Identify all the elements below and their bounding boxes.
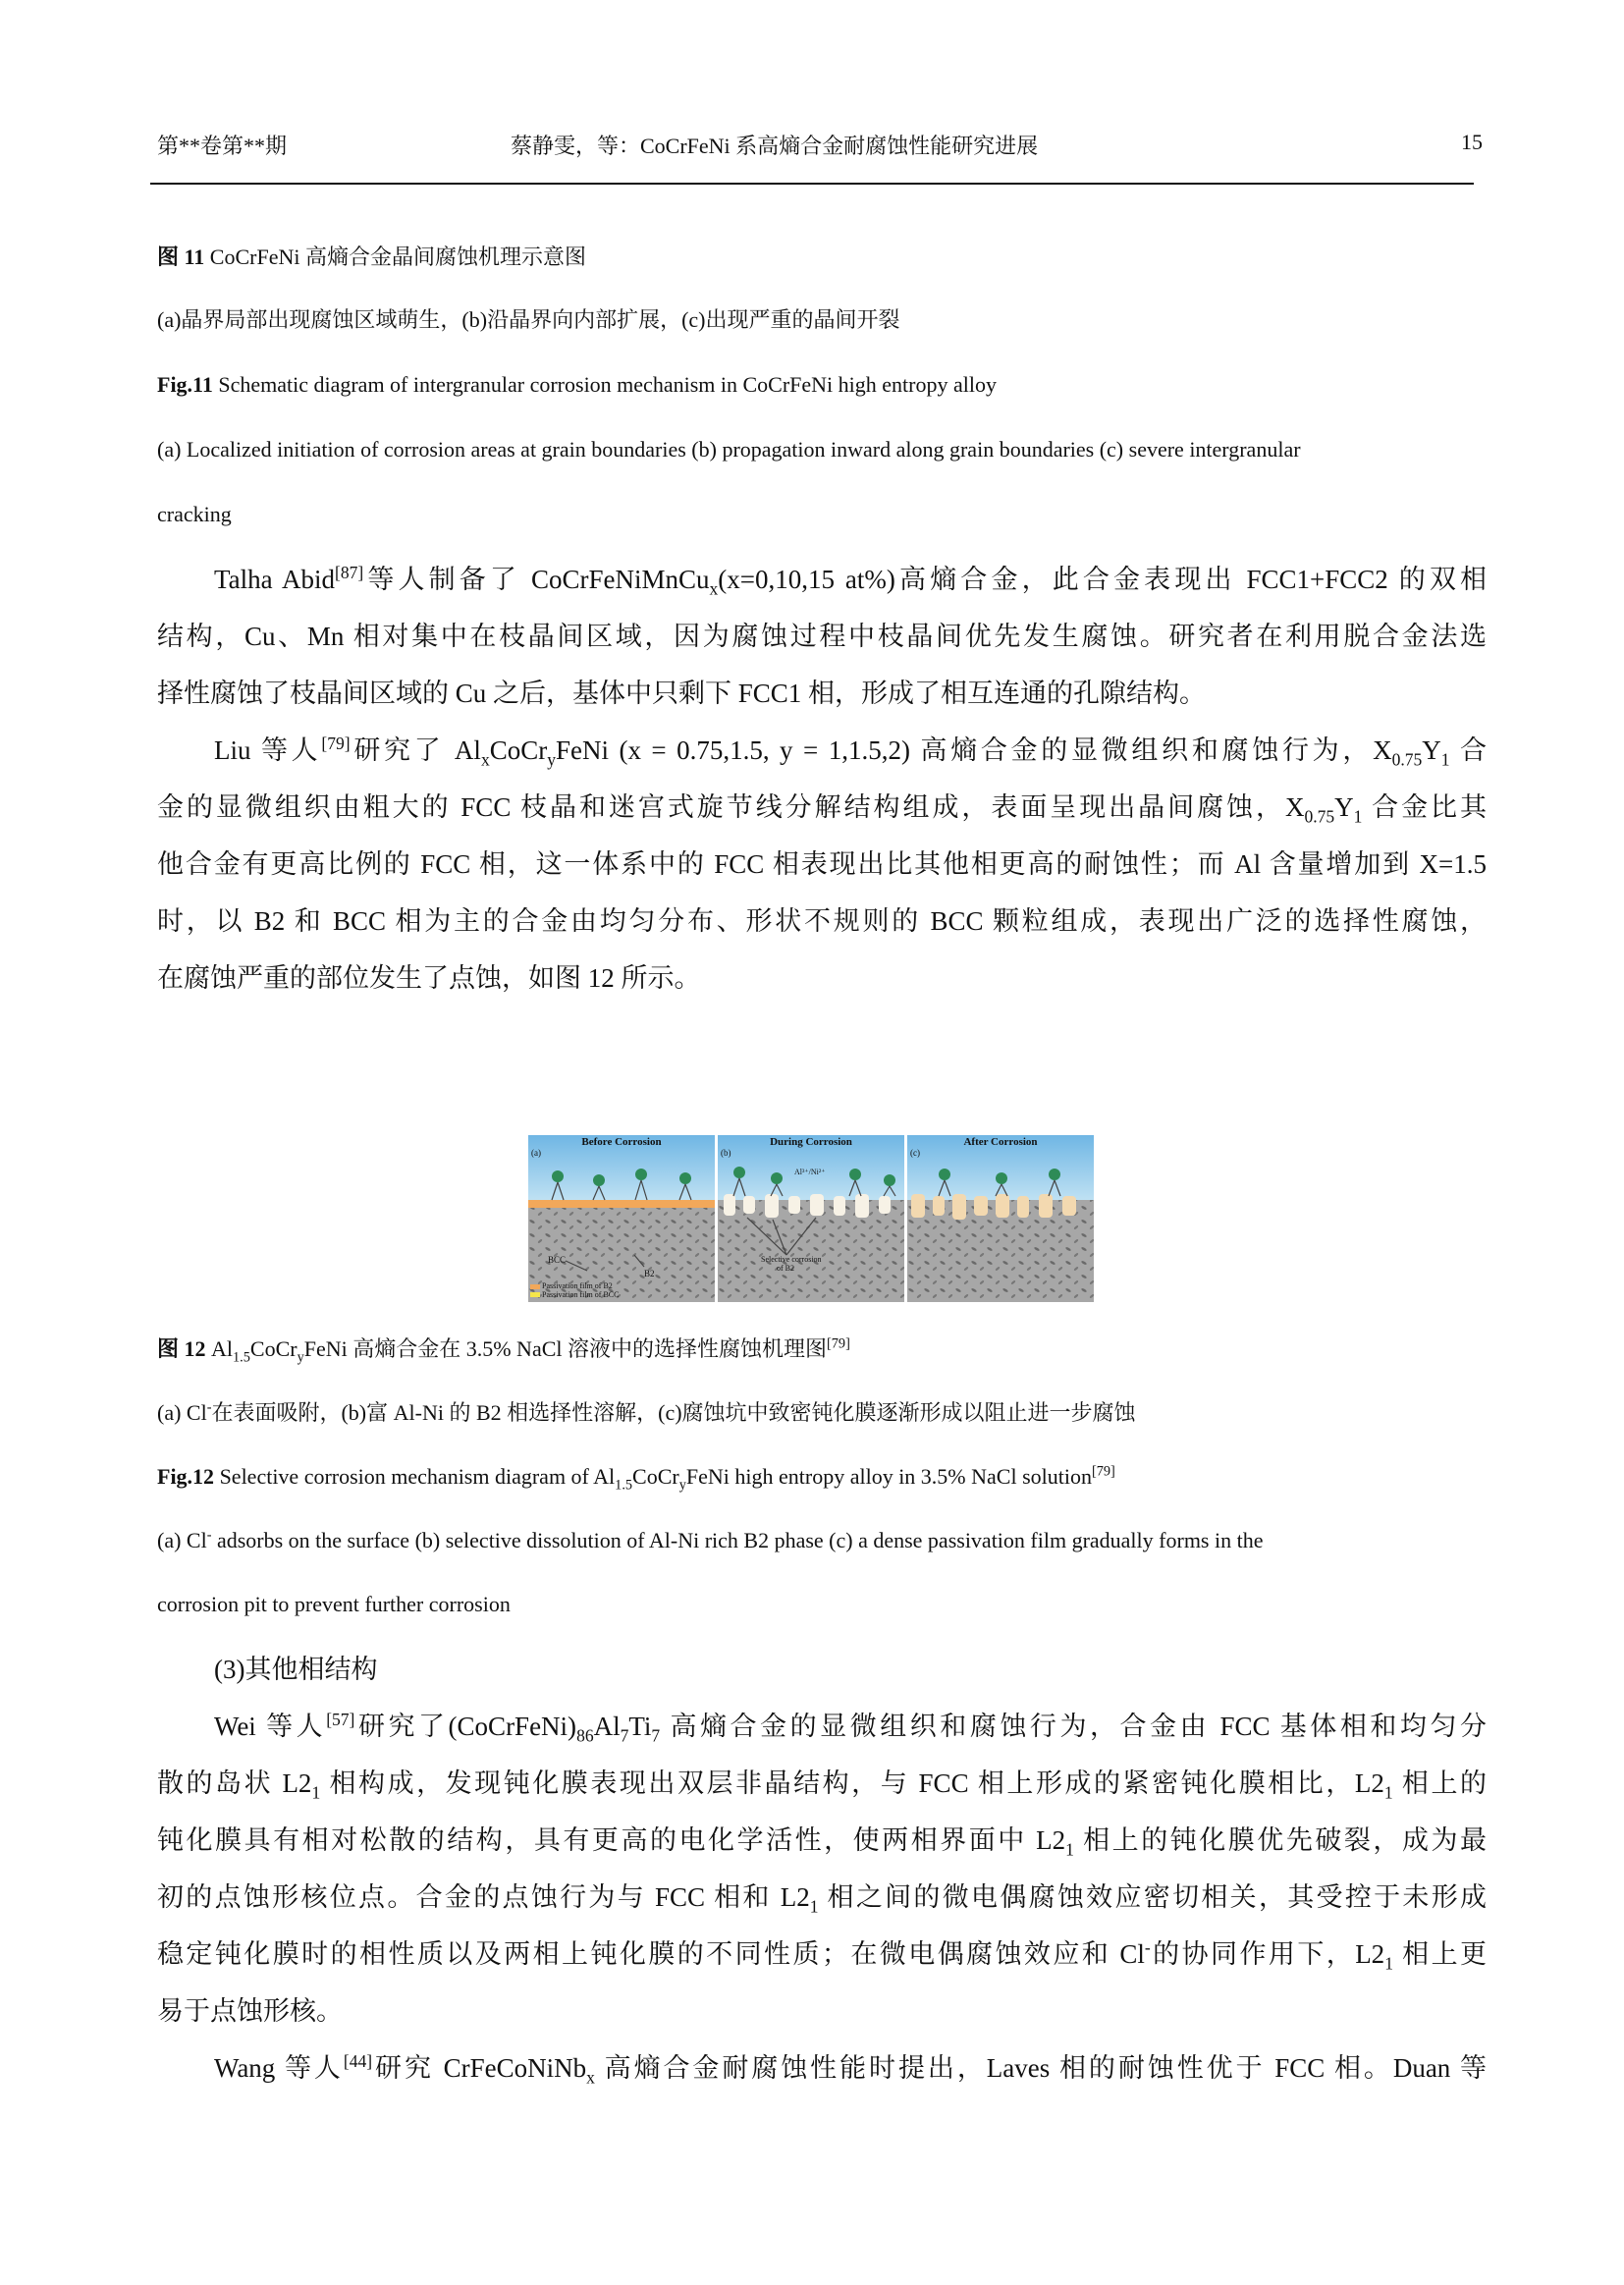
legend-b2-film: Passivation film of B2 xyxy=(542,1281,613,1290)
fig12-desc-cn: (a) Cl-在表面吸附，(b)富 Al-Ni 的 B2 相选择性溶解，(c)腐蚀坑中致密钝化膜逐渐形成以阻止进一步腐蚀 xyxy=(157,1399,1136,1425)
para1-line3: 择性腐蚀了枝晶间区域的 Cu 之后，基体中只剩下 FCC1 相，形成了相互连通的孔隙结构。 xyxy=(157,679,1207,708)
para3-line6: 易于点蚀形核。 xyxy=(157,1996,343,2026)
panel-c-illustration xyxy=(907,1135,1094,1302)
panel-a-title: Before Corrosion xyxy=(581,1136,662,1148)
fig11-desc-en-cont: cracking xyxy=(157,502,232,526)
label-of-b2: of B2 xyxy=(777,1264,794,1273)
panel-c-title: After Corrosion xyxy=(963,1136,1038,1148)
para3-line3: 钝化膜具有相对松散的结构，具有更高的电化学活性，使两相界面中 $L2_1$ 相上的钝化膜优先破裂，成为最 xyxy=(157,1825,1487,1860)
figure-panel-a xyxy=(528,1135,715,1302)
fig12-desc-en-cont: corrosion pit to prevent further corrosion xyxy=(157,1592,511,1616)
panel-b-label: (b) xyxy=(721,1148,731,1158)
header-journal-issue: 第**卷第**期 xyxy=(157,134,288,158)
fig11-desc-cn: (a)晶界局部出现腐蚀区域萌生，(b)沿晶界向内部扩展，(c)出现严重的晶间开裂 xyxy=(157,307,900,332)
fig12-caption-en: Fig.12 Selective corrosion mechanism diagram of $Al_{1.5}CoCr_yFeNi$ high entropy alloy in 3.5% NaCl solution[79] xyxy=(157,1463,1115,1494)
figure-panel-b xyxy=(718,1135,904,1302)
para1-line2: 结构，Cu、Mn 相对集中在枝晶间区域，因为腐蚀过程中枝晶间优先发生腐蚀。研究者在利用脱合金法选 xyxy=(157,622,1487,651)
fig11-caption-cn: 图 11 CoCrFeNi 高熵合金晶间腐蚀机理示意图 xyxy=(157,245,586,269)
body-text-block-2 xyxy=(157,1641,1487,2096)
panel-a-label: (a) xyxy=(531,1148,541,1158)
body-text-block-1 xyxy=(157,551,1487,1006)
fig12-desc-en: (a) Cl- adsorbs on the surface (b) selective dissolution of Al-Ni rich B2 phase (c) a dense passivation film gradually forms in the xyxy=(157,1527,1264,1552)
label-ions: Al³⁺/Ni²⁺ xyxy=(794,1168,826,1176)
figure-panel-c xyxy=(907,1135,1094,1302)
para2-line3: 他合金有更高比例的 FCC 相，这一体系中的 FCC 相表现出比其他相更高的耐蚀性；而 Al 含量增加到 X=1.5 xyxy=(157,849,1487,879)
label-b2: B2 xyxy=(644,1269,655,1279)
para2-line4: 时，以 B2 和 BCC 相为主的合金由均匀分布、形状不规则的 BCC 颗粒组成，表现出广泛的选择性腐蚀， xyxy=(157,906,1487,936)
panel-b-title: During Corrosion xyxy=(770,1136,852,1148)
fig11-caption-en: Fig.11 Schematic diagram of intergranular corrosion mechanism in CoCrFeNi high entropy alloy xyxy=(157,372,997,397)
para3-line1: Wei 等人[57]研究了$(CoCrFeNi)_{86}Al_7Ti_7$ 高熵合金的显微组织和腐蚀行为，合金由 FCC 基体相和均匀分 xyxy=(214,1710,1487,1746)
para4-line1: Wang 等人[44]研究 CrFeCoNiNb$_x$ 高熵合金耐腐蚀性能时提出，Laves 相的耐蚀性优于 FCC 相。Duan 等 xyxy=(214,2051,1487,2088)
header-rule xyxy=(150,183,1474,185)
para3-line2: 散的岛状 $L2_1$ 相构成，发现钝化膜表现出双层非晶结构，与 FCC 相上形成的紧密钝化膜相比，$L2_1$ 相上的 xyxy=(157,1768,1487,1803)
panel-a-illustration xyxy=(528,1135,715,1302)
para3-line5: 稳定钝化膜时的相性质以及两相上钝化膜的不同性质；在微电偶腐蚀效应和 Cl-的协同作用下，$L2_1$ 相上更 xyxy=(157,1937,1487,1974)
page-number: 15 xyxy=(1461,130,1483,154)
section-heading-3: (3)其他相结构 xyxy=(214,1655,378,1684)
panel-c-label: (c) xyxy=(910,1148,920,1158)
para3-line4: 初的点蚀形核位点。合金的点蚀行为与 FCC 相和 $L2_1$ 相之间的微电偶腐蚀效应密切相关，其受控于未形成 xyxy=(157,1882,1487,1917)
legend-bcc-film: Passivation film of BCC xyxy=(542,1290,620,1299)
para1-line1: Talha Abid[87]等人制备了 CoCrFeNiMnCu$_x$(x=0,10,15 at%)高熵合金，此合金表现出 FCC1+FCC2 的双相 xyxy=(214,563,1487,599)
fig12-caption-cn: 图 12 $Al_{1.5}CoCr_yFeNi$ 高熵合金在 3.5% NaCl 溶液中的选择性腐蚀机理图[79] xyxy=(157,1335,850,1366)
para2-line5: 在腐蚀严重的部位发生了点蚀，如图 12 所示。 xyxy=(157,963,701,993)
para2-line1: Liu 等人[79]研究了 $Al_xCoCr_yFeNi$ (x = 0.75,1.5, y = 1,1.5,2) 高熵合金的显微组织和腐蚀行为，$X_{0.75}Y_1$ 合 xyxy=(214,734,1488,770)
label-selective-corrosion: Selective corrosion xyxy=(761,1255,822,1264)
header-title: 蔡静雯，等：CoCrFeNi 系高熵合金耐腐蚀性能研究进展 xyxy=(511,134,1039,158)
label-bcc: BCC xyxy=(548,1255,567,1265)
panel-b-illustration xyxy=(718,1135,904,1302)
para2-line2: 金的显微组织由粗大的 FCC 枝晶和迷宫式旋节线分解结构组成，表面呈现出晶间腐蚀，$X_{0.75}Y_1$ 合金比其 xyxy=(157,792,1488,827)
fig11-desc-en: (a) Localized initiation of corrosion areas at grain boundaries (b) propagation inward along grain boundaries (c) severe intergranular xyxy=(157,437,1301,462)
figure-12-image xyxy=(528,1135,1094,1302)
